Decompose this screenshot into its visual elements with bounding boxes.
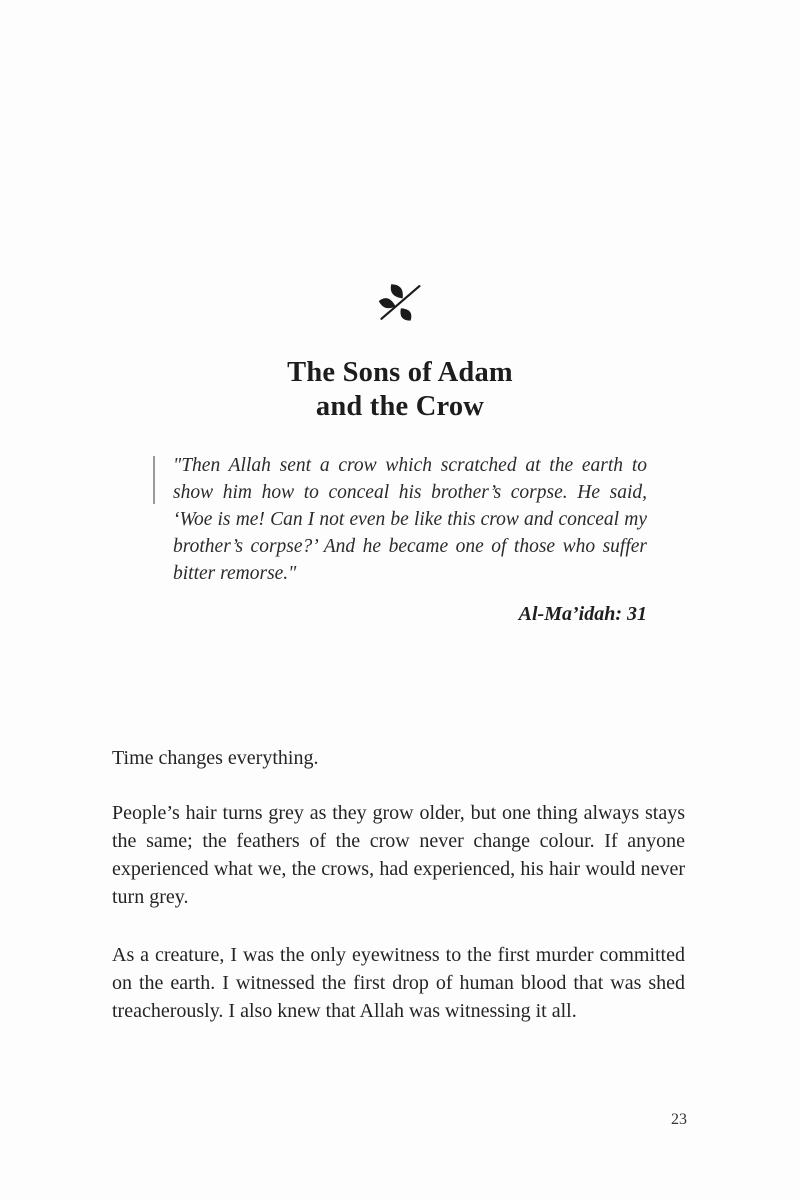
chapter-ornament — [0, 281, 800, 328]
chapter-title — [0, 356, 800, 424]
chapter-title-line2: and the Crow — [315, 391, 485, 423]
epigraph-attribution: Al-Ma’idah: 31 — [518, 603, 647, 625]
body-paragraph-1: Time changes everything. — [112, 747, 319, 769]
body-paragraph-2: People’s hair turns grey as they grow older, but one thing always stays the same; the feathers of the crow never change colour. If anyone experienced what we, the crows, had experienced, his hair would never turn grey. — [112, 802, 685, 908]
body-paragraph-3: As a creature, I was the only eyewitness to the first murder committed on the earth. I witnessed the first drop of human blood that was shed treacherously. I also knew that Allah was witnessing it all. — [112, 944, 685, 1022]
epigraph-rule — [153, 456, 155, 504]
leaf-sprig-icon — [377, 310, 423, 327]
body-text — [112, 744, 685, 1052]
epigraph — [173, 452, 647, 628]
page-number: 23 — [671, 1111, 687, 1128]
epigraph-quote: "Then Allah sent a crow which scratched at the earth to show him how to conceal his brother’s corpse. He said, ‘Woe is me! Can I not even be like this crow and conceal my brother’s corpse?’ And he became one of those who suffer bitter remorse." — [173, 455, 647, 584]
chapter-title-line1: The Sons of Adam — [287, 357, 513, 389]
